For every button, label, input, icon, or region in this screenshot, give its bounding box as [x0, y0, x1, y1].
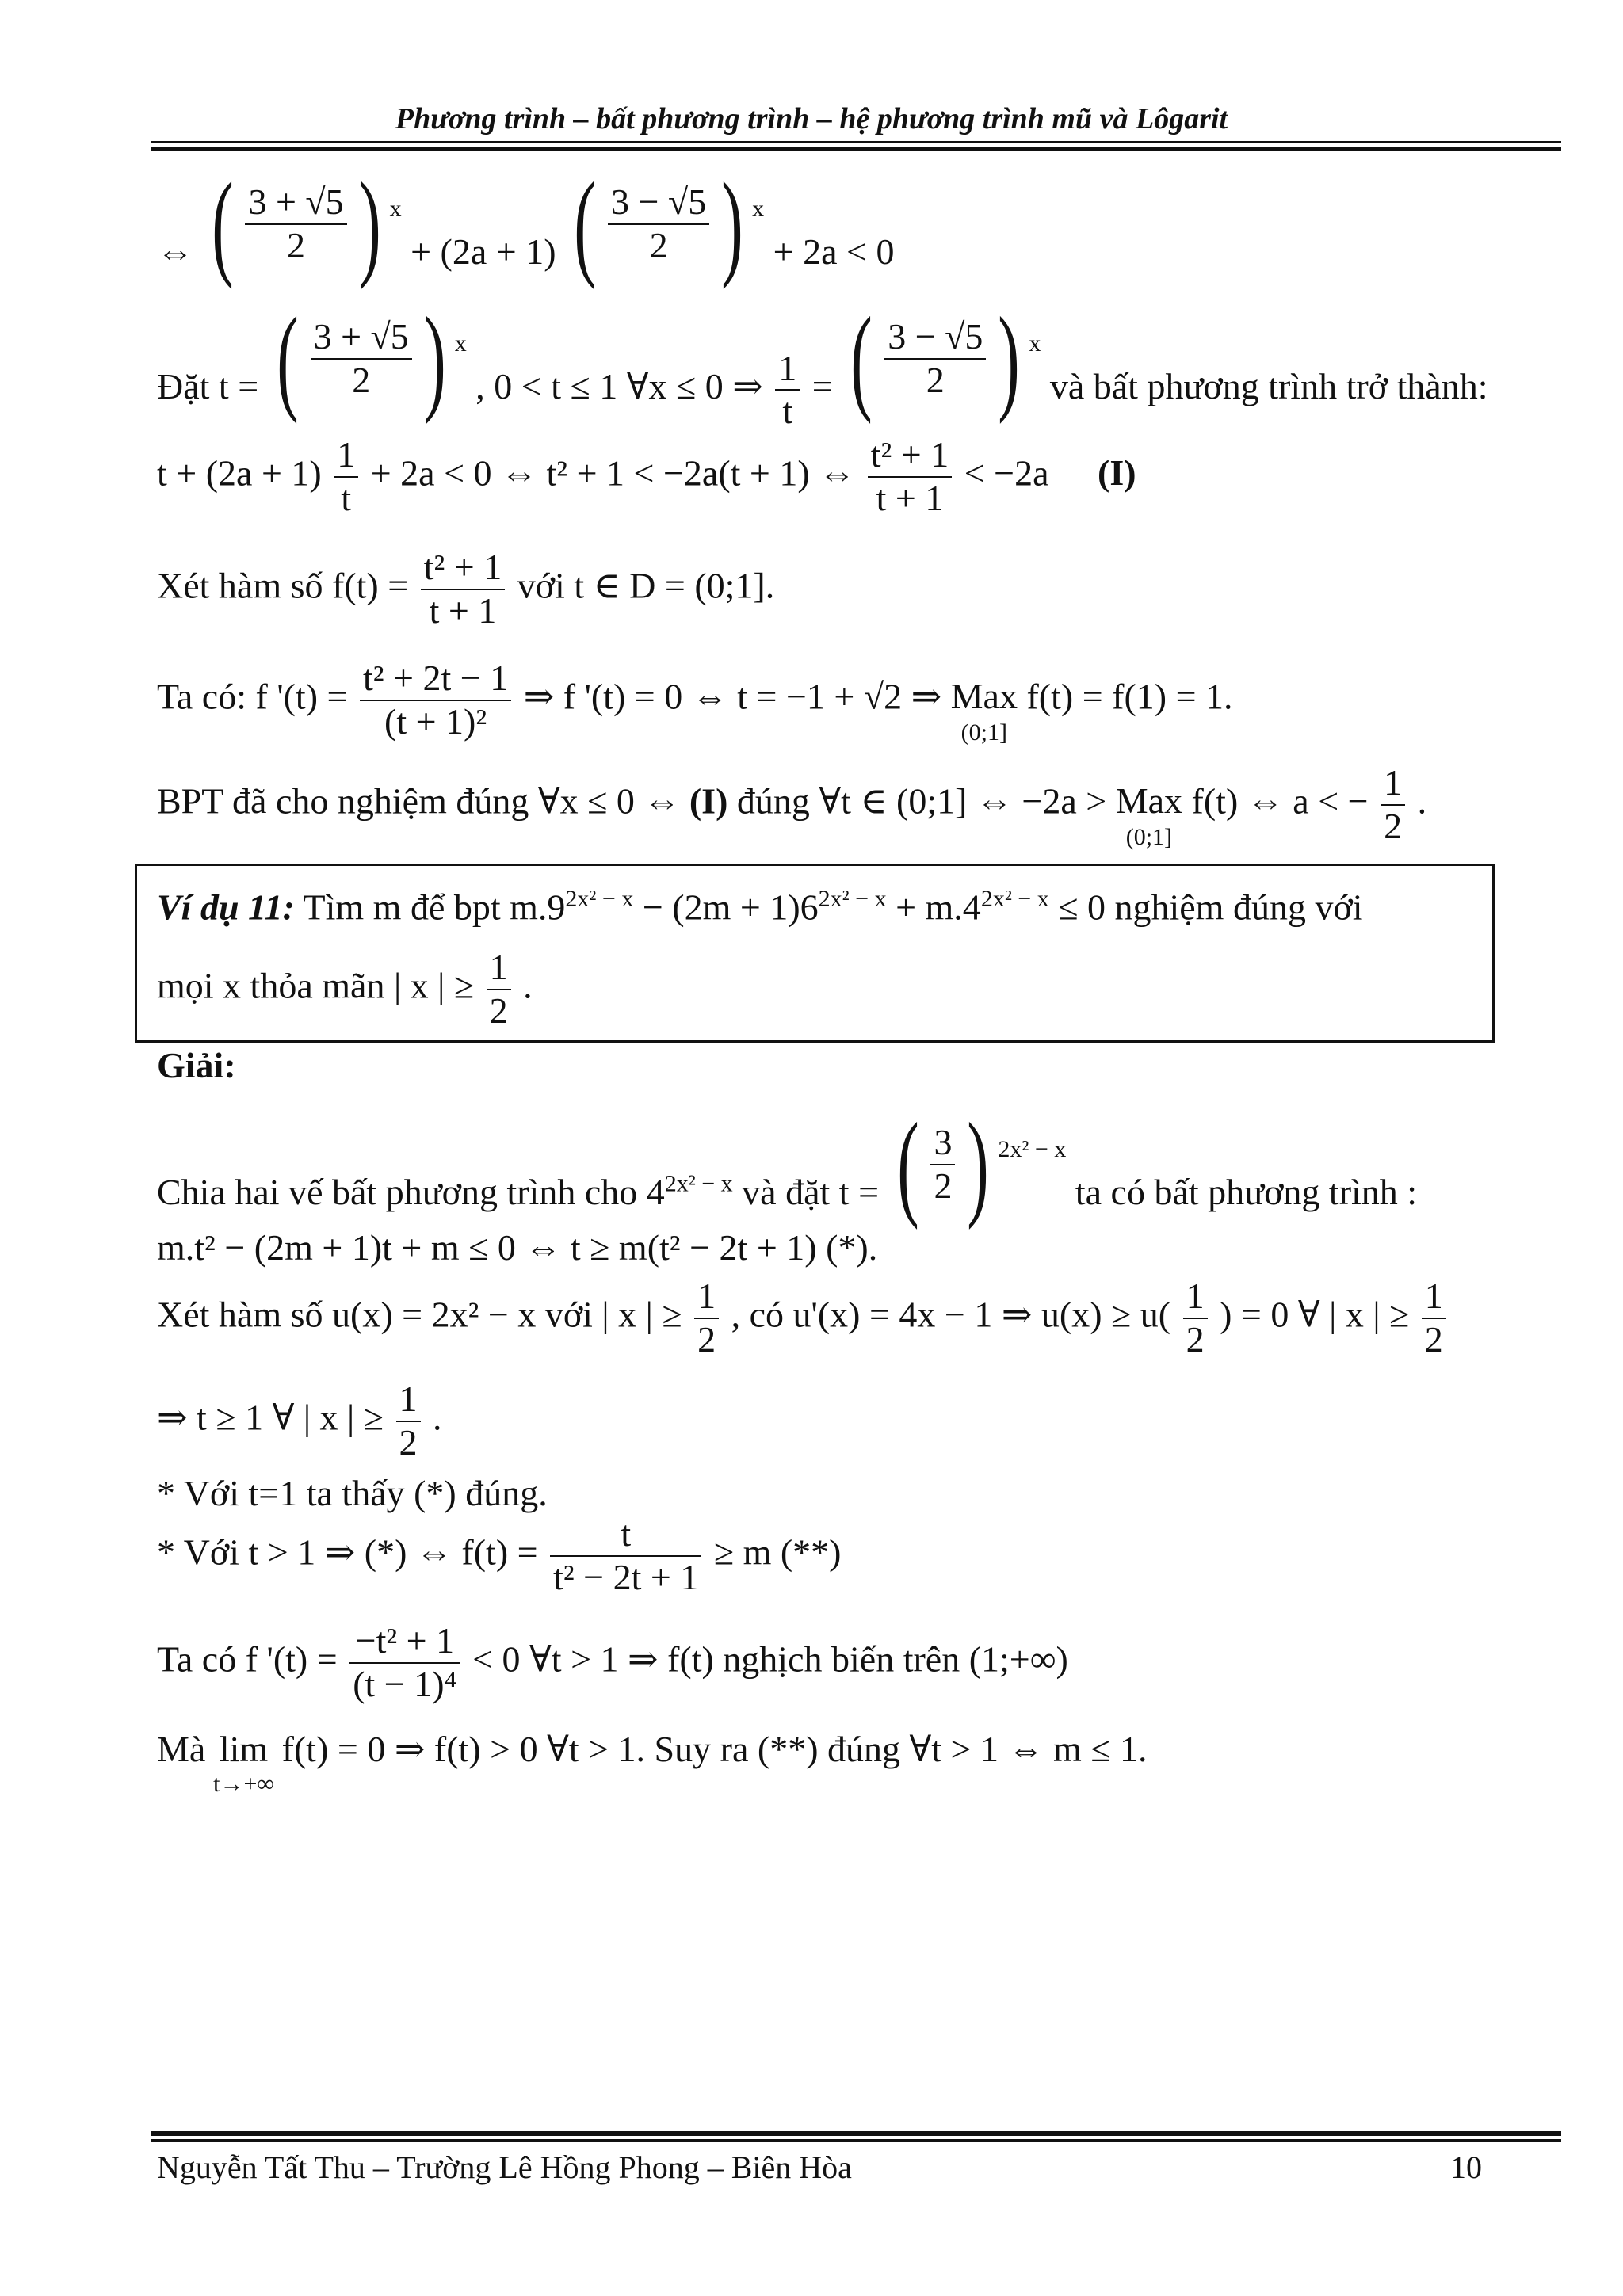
footer-rule-thin: [151, 2139, 1561, 2142]
fraction-numerator: 1: [694, 1276, 719, 1319]
fraction-numerator: 1: [775, 348, 800, 391]
max-subscript: (0;1]: [960, 719, 1007, 746]
text-segment: Xét hàm số f(t) =: [157, 565, 409, 606]
text-segment: Tìm m để bpt m.9: [303, 887, 566, 928]
fraction-numerator: t² + 1: [868, 434, 953, 478]
example-line-1: [157, 886, 1363, 928]
fraction-numerator: 3 + √5: [245, 181, 346, 225]
solution-line-5: * Với t=1 ta thấy (*) đúng.: [157, 1473, 548, 1513]
exponent: 2x² − x: [565, 886, 634, 912]
text-segment: + 2a < 0 ⇔ t² + 1 < −2a(t + 1) ⇔: [370, 452, 856, 494]
footer-rule-thick: [151, 2131, 1561, 2136]
page-number: 10: [1450, 2149, 1482, 2185]
text-segment: ≥ m (**): [713, 1531, 842, 1573]
fraction-denominator: (t − 1)⁴: [353, 1663, 457, 1704]
exponent: 2x² − x: [980, 886, 1049, 912]
fraction-numerator: 1: [334, 434, 358, 478]
example-line-2: [157, 947, 533, 1032]
formula-line-2: Đặt t = ( $\frac{3 + √5}{2}$ ) $^x$ , 0 < t ≤ 1 ∀x ≤ 0 ⇒ $\frac{1}{t}$ = ( $\frac{3 - √5}{2}$ ) $^x$ và bất phương trình trở thành:: [157, 293, 1488, 432]
fraction-denominator: 2: [1424, 1318, 1443, 1360]
exponent: 2x² − x: [818, 886, 887, 912]
text-segment: .: [523, 965, 533, 1006]
text-segment: Chia hai vế bất phương trình cho 4: [157, 1172, 665, 1212]
fraction-denominator: t² − 2t + 1: [553, 1556, 699, 1597]
fraction-numerator: 3 − √5: [884, 316, 986, 360]
text-segment: , có u'(x) = 4x − 1 ⇒ u(x) ≥ u(: [731, 1294, 1171, 1335]
solution-line-3: [157, 1276, 1449, 1361]
term: + (2a + 1): [411, 231, 556, 272]
fraction-numerator: 1: [1183, 1276, 1208, 1319]
equation-tag: (I): [1098, 452, 1136, 494]
fraction-denominator: 2: [697, 1318, 716, 1360]
text-segment: * Với t > 1 ⇒ (*) ⇔ f(t) =: [157, 1531, 538, 1573]
formula-line-3: [157, 434, 1136, 520]
fraction-denominator: 2: [649, 225, 668, 265]
exponent: x: [389, 196, 402, 222]
fraction-numerator: −t² + 1: [349, 1620, 460, 1664]
fraction-numerator: t² + 2t − 1: [360, 658, 511, 701]
text-segment: ≤ 0 nghiệm đúng với: [1058, 887, 1363, 928]
fraction-numerator: 1: [396, 1379, 421, 1422]
page-header-title: Phương trình – bất phương trình – hệ phương trình mũ và Lôgarit: [395, 102, 1228, 135]
text-segment: ⇒ f '(t) = 0 ⇔ t = −1 + √2 ⇒: [523, 676, 942, 717]
exponent: x: [752, 196, 765, 222]
max-subscript: (0;1]: [1125, 824, 1173, 851]
fraction-denominator: (t + 1)²: [384, 700, 487, 742]
text-segment: với t ∈ D = (0;1].: [517, 565, 775, 606]
fraction-denominator: 2: [934, 1165, 953, 1206]
text-segment: − (2m + 1)6: [642, 887, 819, 928]
solution-line-4: [157, 1379, 442, 1464]
fraction-denominator: 2: [926, 360, 945, 400]
exponent: x: [454, 330, 467, 357]
text-segment: Xét hàm số u(x) = 2x² − x với | x | ≥: [157, 1294, 682, 1335]
text-segment: Ta có f '(t) =: [157, 1638, 338, 1680]
fraction-denominator: 2: [399, 1421, 418, 1463]
text-segment: mọi x thỏa mãn | x | ≥: [157, 965, 475, 1006]
max-operator: Max: [950, 676, 1018, 717]
text-segment: BPT đã cho nghiệm đúng ∀x ≤ 0 ⇔: [157, 780, 681, 822]
fraction-numerator: 1: [1381, 762, 1405, 806]
fraction-denominator: 2: [352, 360, 371, 400]
text-segment: đúng ∀t ∈ (0;1] ⇔ −2a >: [736, 780, 1107, 822]
fraction-denominator: 2: [1186, 1318, 1205, 1360]
fraction-numerator: 3 − √5: [608, 181, 709, 225]
text-segment: < 0 ∀t > 1 ⇒ f(t) nghịch biến trên (1;+∞): [472, 1638, 1068, 1680]
text-segment: và đặt t =: [742, 1172, 880, 1212]
exponent: x: [1029, 330, 1041, 357]
fraction-numerator: 1: [1422, 1276, 1446, 1319]
text-segment: < −2a: [964, 452, 1049, 494]
text-segment: ⇒ t ≥ 1 ∀ | x | ≥: [157, 1397, 384, 1438]
text-segment: t + (2a + 1): [157, 452, 322, 494]
text-segment: ta có bất phương trình :: [1075, 1172, 1418, 1212]
fraction-numerator: t: [550, 1513, 701, 1557]
text-segment: f(t) ⇔ a < −: [1191, 780, 1369, 822]
fraction-denominator: t + 1: [429, 589, 497, 631]
fraction-numerator: 3: [930, 1122, 955, 1165]
text-segment: .: [433, 1397, 442, 1438]
text-segment: =: [812, 366, 833, 406]
text-segment: và bất phương trình trở thành:: [1049, 366, 1488, 406]
solution-line-8: [157, 1727, 1148, 1797]
solution-line-6: [157, 1513, 842, 1599]
term: + 2a < 0: [773, 231, 895, 272]
text-segment: f(t) = f(1) = 1.: [1026, 676, 1233, 717]
max-operator: Max: [1115, 780, 1183, 822]
text-segment: , 0 < t ≤ 1 ∀x ≤ 0 ⇒: [475, 366, 763, 406]
example-title: Ví dụ 11:: [157, 887, 295, 928]
text-segment: + m.4: [896, 887, 981, 928]
fraction-numerator: 1: [487, 947, 511, 990]
footer-author: Nguyễn Tất Thu – Trường Lê Hồng Phong – Biên Hòa: [157, 2149, 852, 2185]
formula-line-6: [157, 762, 1427, 851]
text-segment: Ta có: f '(t) =: [157, 676, 348, 717]
fraction-denominator: t + 1: [876, 477, 944, 518]
fraction-denominator: t: [341, 477, 352, 518]
fraction-numerator: 3 + √5: [311, 316, 412, 360]
text-segment: f(t) = 0 ⇒ f(t) > 0 ∀t > 1. Suy ra (**) đúng ∀t > 1 ⇔ m ≤ 1.: [281, 1729, 1148, 1769]
limit-operator: lim: [219, 1729, 269, 1769]
header-rule-thick: [151, 147, 1561, 151]
solution-line-7: [157, 1620, 1068, 1706]
equation-tag: (I): [689, 780, 728, 822]
formula-line-1: ⇔ ( $\frac{3 + √5}{2}$ ) $^x$ + (2a + 1) ( $\frac{3 - √5}{2}$ ) $^x$ + 2a < 0: [157, 158, 895, 290]
text-segment: Đặt t =: [157, 366, 259, 406]
formula-line-4: [157, 547, 774, 632]
exponent: 2x² − x: [998, 1136, 1067, 1162]
text-segment: .: [1417, 780, 1427, 822]
text-segment: Mà: [157, 1729, 206, 1769]
solution-line-1: Chia hai vế bất phương trình cho $4^{2x^2 - x}$ và đặt t = ( $\frac{3}{2}$ ) $^{2x^2 - x}$ ta có bất phương trình :: [157, 1099, 1418, 1230]
fraction-denominator: 2: [1384, 805, 1403, 846]
solution-line-2: m.t² − (2m + 1)t + m ≤ 0 ⇔ t ≥ m(t² − 2t + 1) (*).: [157, 1227, 878, 1268]
fraction-numerator: t² + 1: [421, 547, 506, 590]
fraction-denominator: 2: [287, 225, 306, 265]
exponent: 2x² − x: [664, 1170, 733, 1197]
text-segment: ) = 0 ∀ | x | ≥: [1220, 1294, 1410, 1335]
formula-line-5: [157, 658, 1233, 746]
solution-title: Giải:: [157, 1045, 236, 1085]
fraction-denominator: t: [782, 391, 793, 432]
header-rule-thin: [151, 141, 1561, 143]
equivalence-symbol: ⇔: [157, 231, 193, 272]
fraction-denominator: 2: [489, 990, 508, 1031]
limit-subscript: t→+∞: [213, 1771, 274, 1797]
